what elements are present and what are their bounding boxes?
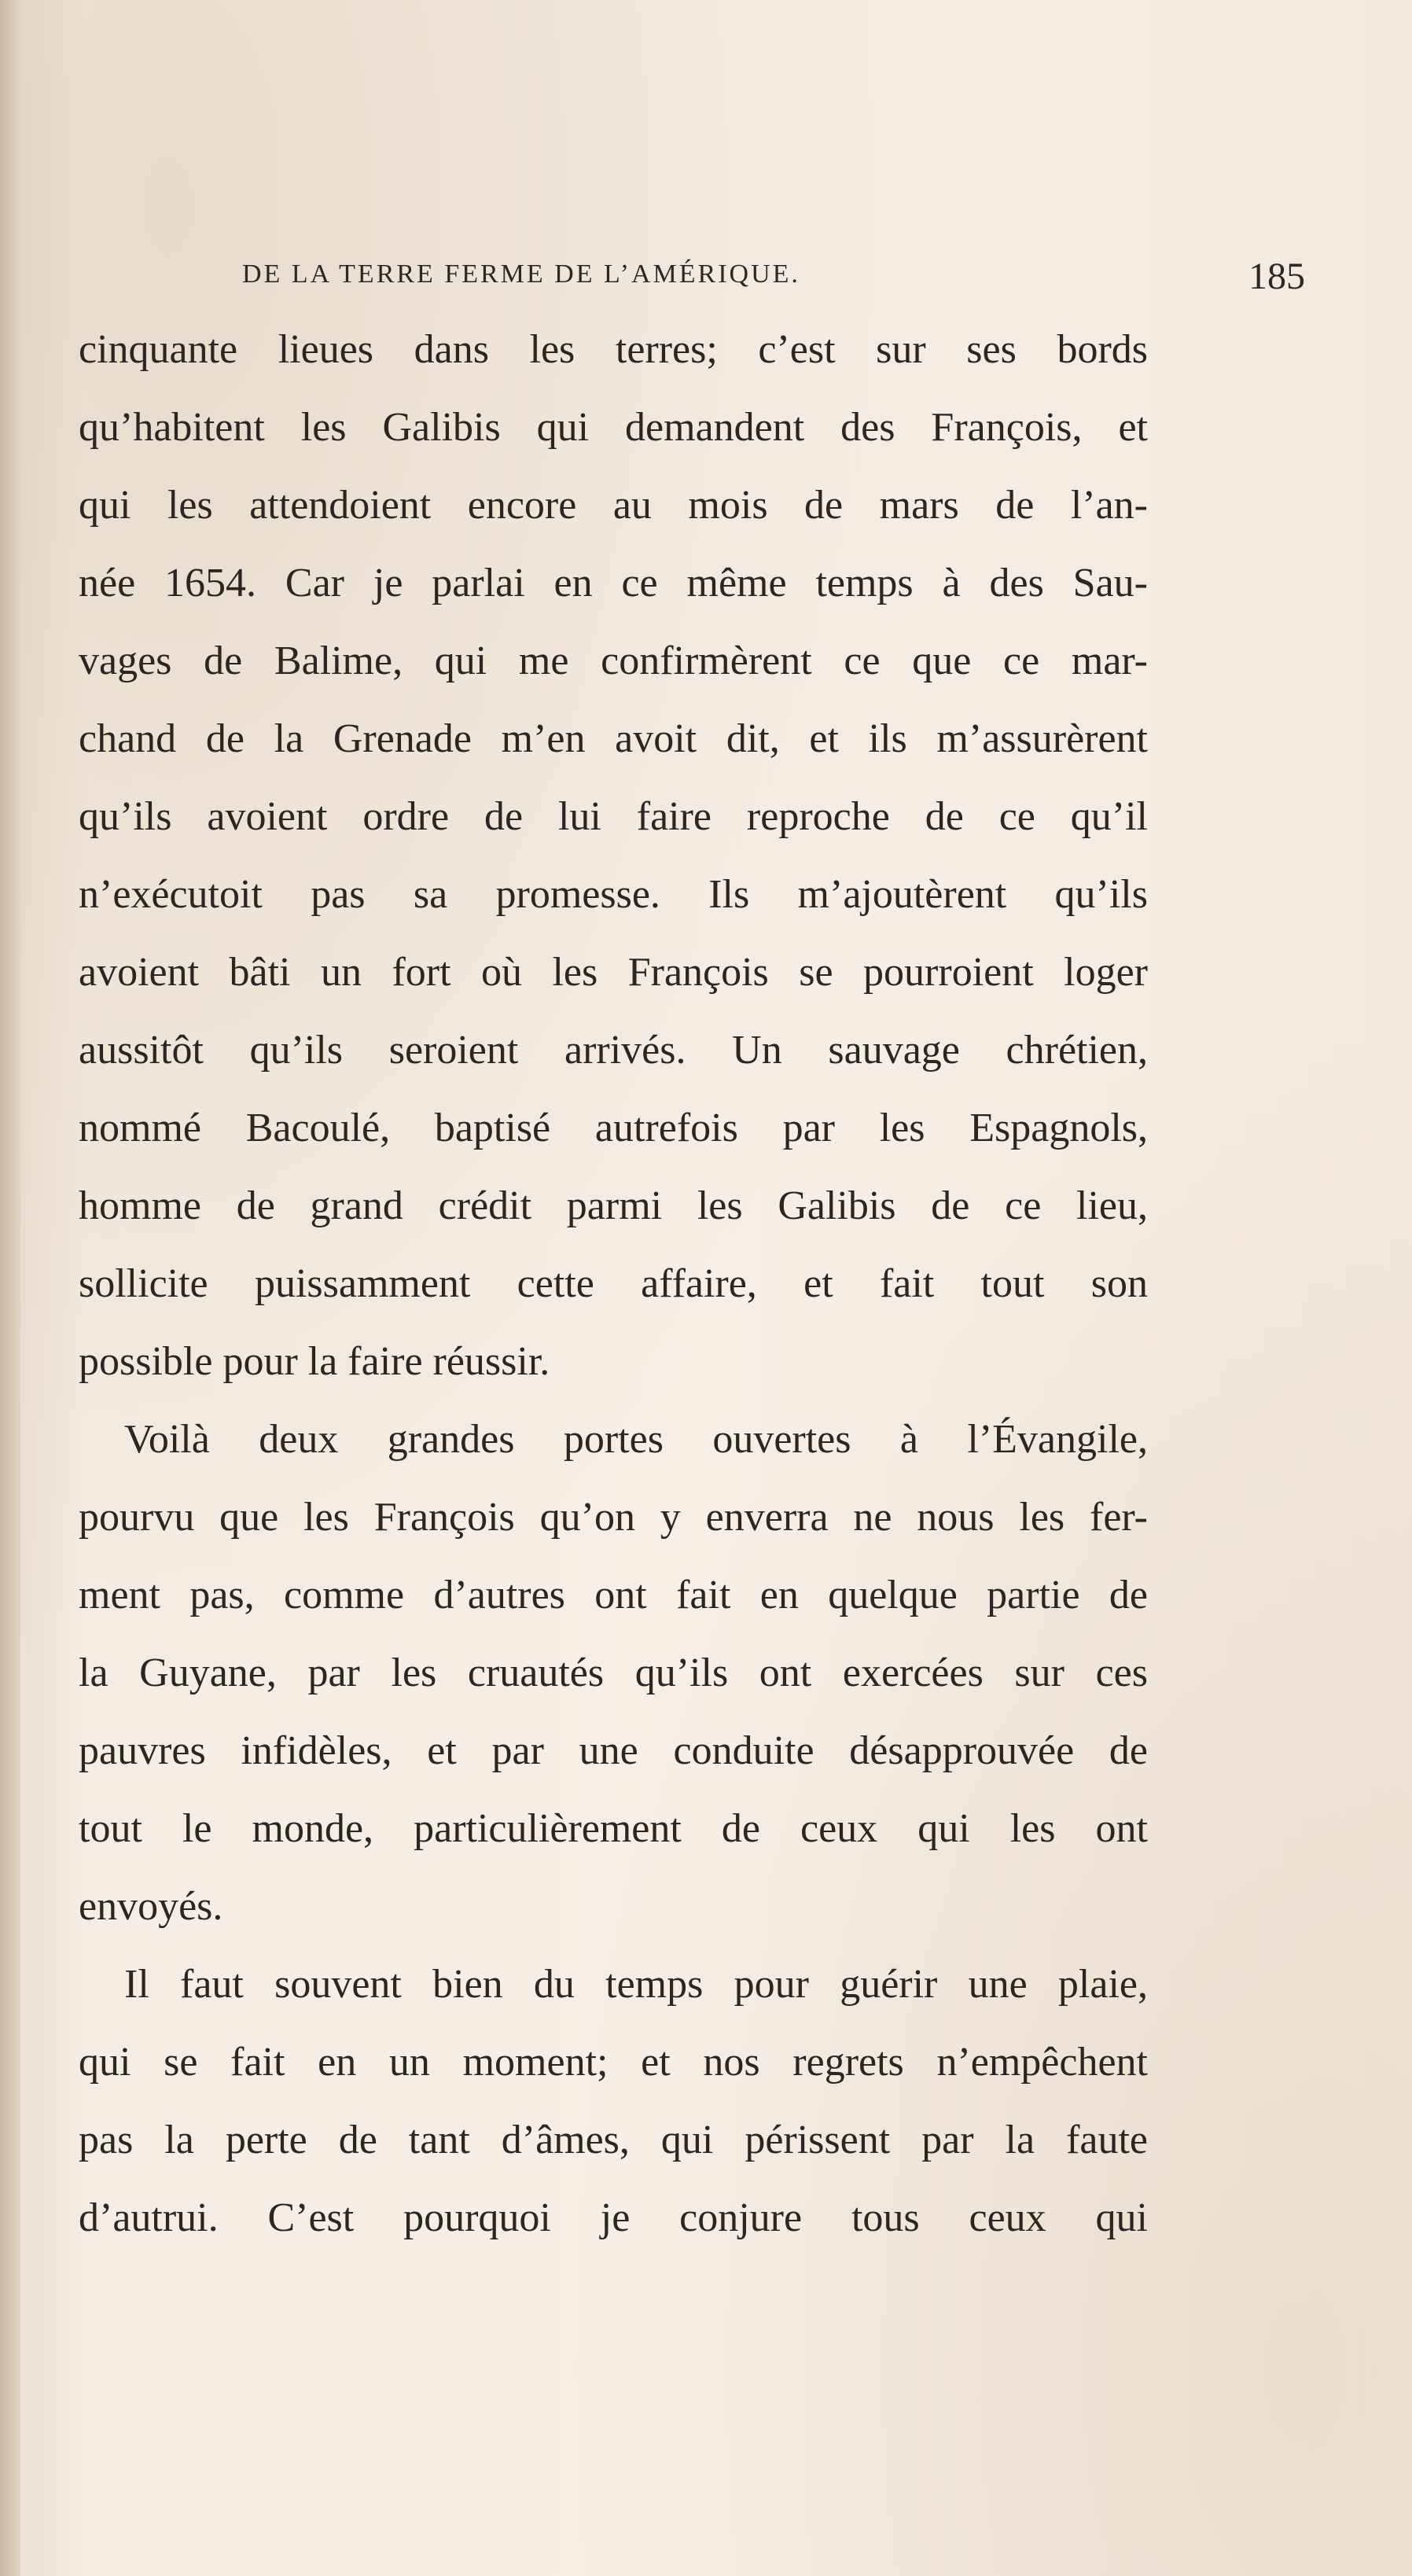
text-line: la Guyane, par les cruautés qu’ils ont exercées sur ces <box>79 1650 1148 1695</box>
text-line: tout le monde, particulièrement de ceux qui les ont <box>79 1806 1148 1851</box>
text-line: ment pas, comme d’autres ont fait en quelque partie de <box>79 1573 1148 1617</box>
text-line: pourvu que les François qu’on y enverra ne nous les fer- <box>79 1495 1148 1540</box>
body-text <box>79 311 1148 2257</box>
text-line: pas la perte de tant d’âmes, qui périssent par la faute <box>79 2118 1148 2162</box>
text-line: possible pour la faire réussir. <box>79 1339 550 1384</box>
text-line: homme de grand crédit parmi les Galibis de ce lieu, <box>79 1183 1148 1228</box>
running-head <box>79 256 1337 307</box>
text-line: qu’habitent les Galibis qui demandent des François, et <box>79 405 1148 450</box>
text-line: aussitôt qu’ils seroient arrivés. Un sauvage chrétien, <box>79 1028 1148 1073</box>
page-gutter-shadow <box>0 0 20 2576</box>
text-line: nommé Bacoulé, baptisé autrefois par les Espagnols, <box>79 1106 1148 1150</box>
text-line: avoient bâti un fort où les François se pourroient loger <box>79 950 1148 995</box>
text-line: qui se fait en un moment; et nos regrets n’empêchent <box>79 2040 1148 2085</box>
text-line: née 1654. Car je parlai en ce même temps à des Sau- <box>79 561 1148 605</box>
text-line: sollicite puissamment cette affaire, et fait tout son <box>79 1261 1148 1306</box>
text-line: chand de la Grenade m’en avoit dit, et ils m’assurèrent <box>79 716 1148 761</box>
text-line: n’exécutoit pas sa promesse. Ils m’ajoutèrent qu’ils <box>79 872 1148 917</box>
text-line: cinquante lieues dans les terres; c’est sur ses bords <box>79 327 1148 372</box>
text-line: qui les attendoient encore au mois de mars de l’an- <box>79 483 1148 528</box>
text-line: pauvres infidèles, et par une conduite désapprouvée de <box>79 1728 1148 1773</box>
text-line: d’autrui. C’est pourquoi je conjure tous ceux qui <box>79 2195 1148 2240</box>
text-line: vages de Balime, qui me confirmèrent ce que ce mar- <box>79 638 1148 683</box>
text-line: envoyés. <box>79 1884 223 1929</box>
running-title: DE LA TERRE FERME DE L’AMÉRIQUE. <box>242 259 800 289</box>
page-number: 185 <box>1248 256 1305 297</box>
text-line: qu’ils avoient ordre de lui faire reproche de ce qu’il <box>79 794 1148 839</box>
paragraph-start-line: Il faut souvent bien du temps pour guérir une plaie, <box>124 1962 1148 2007</box>
paragraph-start-line: Voilà deux grandes portes ouvertes à l’Évangile, <box>124 1417 1148 1462</box>
